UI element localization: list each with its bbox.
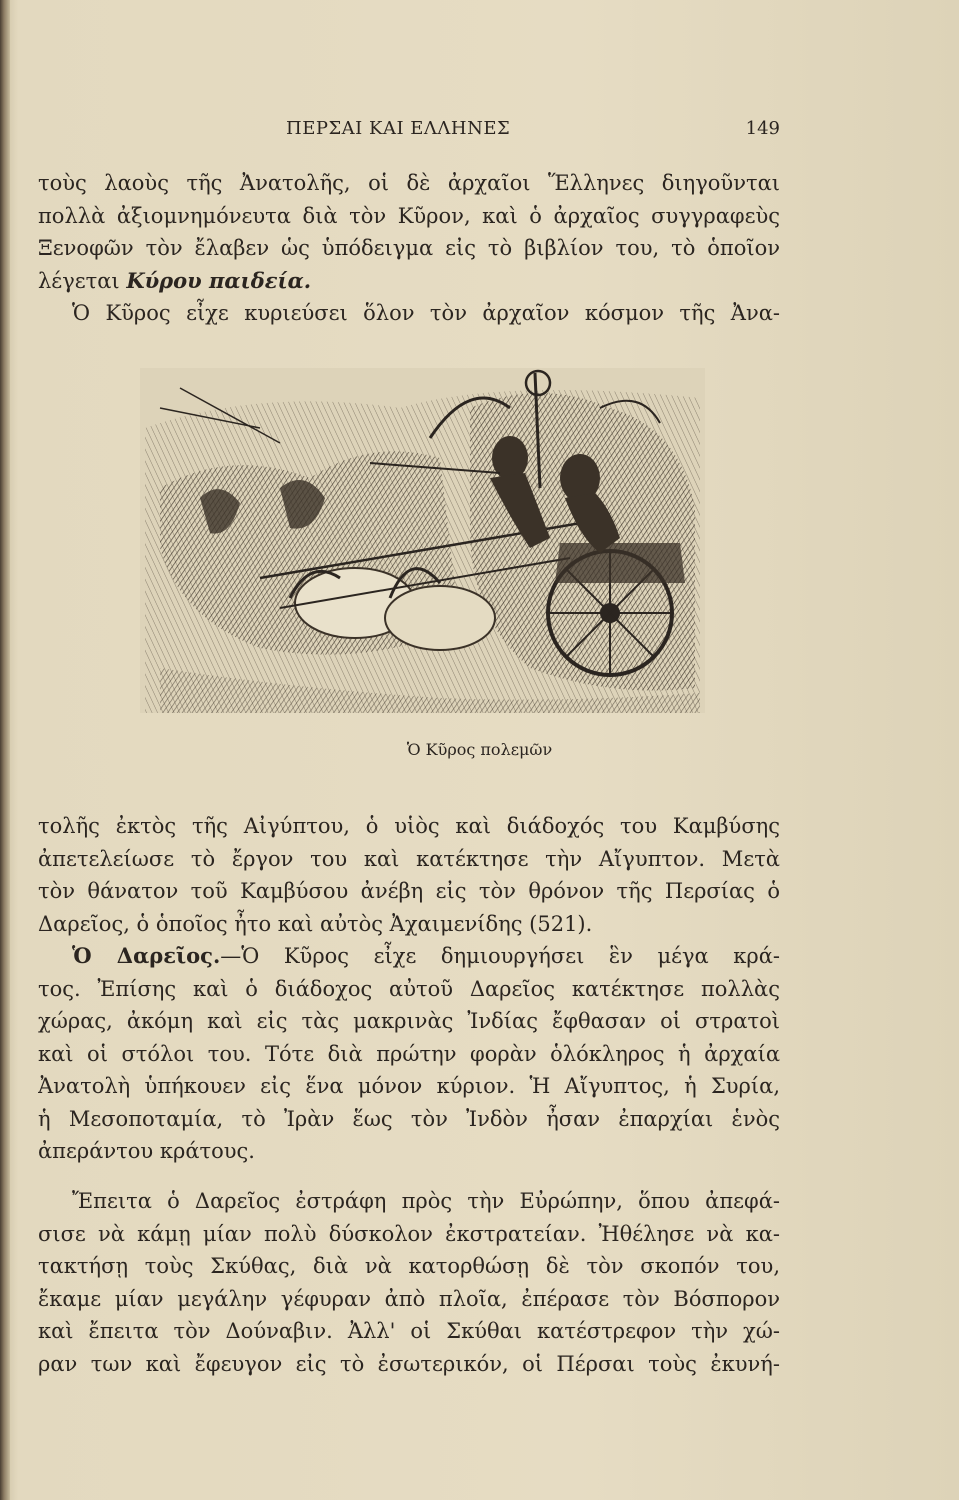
paragraph-3 xyxy=(38,1185,780,1380)
text-line: τος. Ἐπίσης καὶ ὁ διάδοχος αὐτοῦ Δαρεῖος κατέκτησε πολλὰς xyxy=(38,976,780,1001)
text-line: ἡ Μεσοποταμία, τὸ Ἰρὰν ἕως τὸν Ἰνδὸν ἦσαν ἐπαρχίαι ἑνὸς xyxy=(38,1106,780,1131)
text-line: τοὺς λαοὺς τῆς Ἀνατολῆς, οἱ δὲ ἀρχαῖοι Ἕλληνες διηγοῦνται xyxy=(38,171,780,195)
text-line: ἔκαμε μίαν μεγάλην γέφυραν ἀπὸ πλοῖα, ἐπέρασε τὸν Βόσπορον xyxy=(38,1286,780,1311)
section-heading: Ὁ Δαρεῖος. xyxy=(72,943,221,968)
engraving-battle-chariot-icon xyxy=(140,368,705,713)
text-line: χώρας, ἀκόμη καὶ εἰς τὰς μακρινὰς Ἰνδίας ἔφθασαν οἱ στρατοὶ xyxy=(38,1009,780,1033)
text-line: Ἀνατολὴ ὑπήκουεν εἰς ἕνα μόνον κύριον. Ἡ Αἴγυπτος, ἡ Συρία, xyxy=(38,1074,780,1098)
text-line: τακτήσῃ τοὺς Σκύθας, διὰ νὰ κατορθώσῃ δὲ τὸν σκοπόν του, xyxy=(38,1254,780,1278)
text-line: καὶ οἱ στόλοι του. Τότε διὰ πρώτην φορὰν ὁλόκληρος ἡ ἀρχαία xyxy=(38,1041,780,1066)
text-fragment: —Ὁ Κῦρος εἶχε δημιουργήσει ἓν μέγα κρά- xyxy=(220,944,780,968)
paragraph-2 xyxy=(38,810,780,1168)
running-head xyxy=(40,118,780,142)
text-line: Ξενοφῶν τὸν ἔλαβεν ὡς ὑπόδειγμα εἰς τὸ βιβλίον του, τὸ ὁποῖον xyxy=(38,236,780,260)
text-line: ἀπεράντου κράτους. xyxy=(38,1139,255,1163)
text-line xyxy=(38,940,780,973)
running-title: ΠΕΡΣΑΙ ΚΑΙ ΕΛΛΗΝΕΣ xyxy=(286,118,511,139)
book-title: Κύρου παιδεία. xyxy=(126,267,312,293)
text-line: Ὁ Κῦρος εἶχε κυριεύσει ὅλον τὸν ἀρχαῖον κόσμον τῆς Ἀνα- xyxy=(72,301,780,325)
text-line: σισε νὰ κάμῃ μίαν πολὺ δύσκολον ἐκστρατείαν. Ἠθέλησε νὰ κα- xyxy=(38,1221,780,1246)
text-line: τολῆς ἐκτὸς τῆς Αἰγύπτου, ὁ υἱὸς καὶ διάδοχός του Καμβύσης xyxy=(38,814,780,838)
text-line xyxy=(38,265,780,298)
page-number: 149 xyxy=(745,118,780,139)
text-line: ἀπετελείωσε τὸ ἔργον του καὶ κατέκτησε τὴν Αἴγυπτον. Μετὰ xyxy=(38,846,780,871)
text-line: Δαρεῖος, ὁ ὁποῖος ἦτο καὶ αὐτὸς Ἀχαιμενίδης (521). xyxy=(38,911,593,936)
text-line: τὸν θάνατον τοῦ Καμβύσου ἀνέβη εἰς τὸν θρόνον τῆς Περσίας ὁ xyxy=(38,879,780,903)
text-line: Ἔπειτα ὁ Δαρεῖος ἐστράφη πρὸς τὴν Εὐρώπην, ὅπου ἀπεφά- xyxy=(72,1189,780,1213)
battle-illustration xyxy=(140,368,705,713)
text-fragment: λέγεται xyxy=(38,268,127,293)
paragraph-1 xyxy=(38,167,780,330)
figure-caption: Ὁ Κῦρος πολεμῶν xyxy=(406,740,553,759)
text-line: καὶ ἔπειτα τὸν Δούναβιν. Ἀλλ' οἱ Σκύθαι κατέστρεφον τὴν χώ- xyxy=(38,1319,780,1343)
text-line: ραν των καὶ ἔφευγον εἰς τὸ ἐσωτερικόν, οἱ Πέρσαι τοὺς ἐκυνή- xyxy=(38,1351,780,1376)
text-line: πολλὰ ἀξιομνημόνευτα διὰ τὸν Κῦρον, καὶ ὁ ἀρχαῖος συγγραφεὺς xyxy=(38,203,780,228)
